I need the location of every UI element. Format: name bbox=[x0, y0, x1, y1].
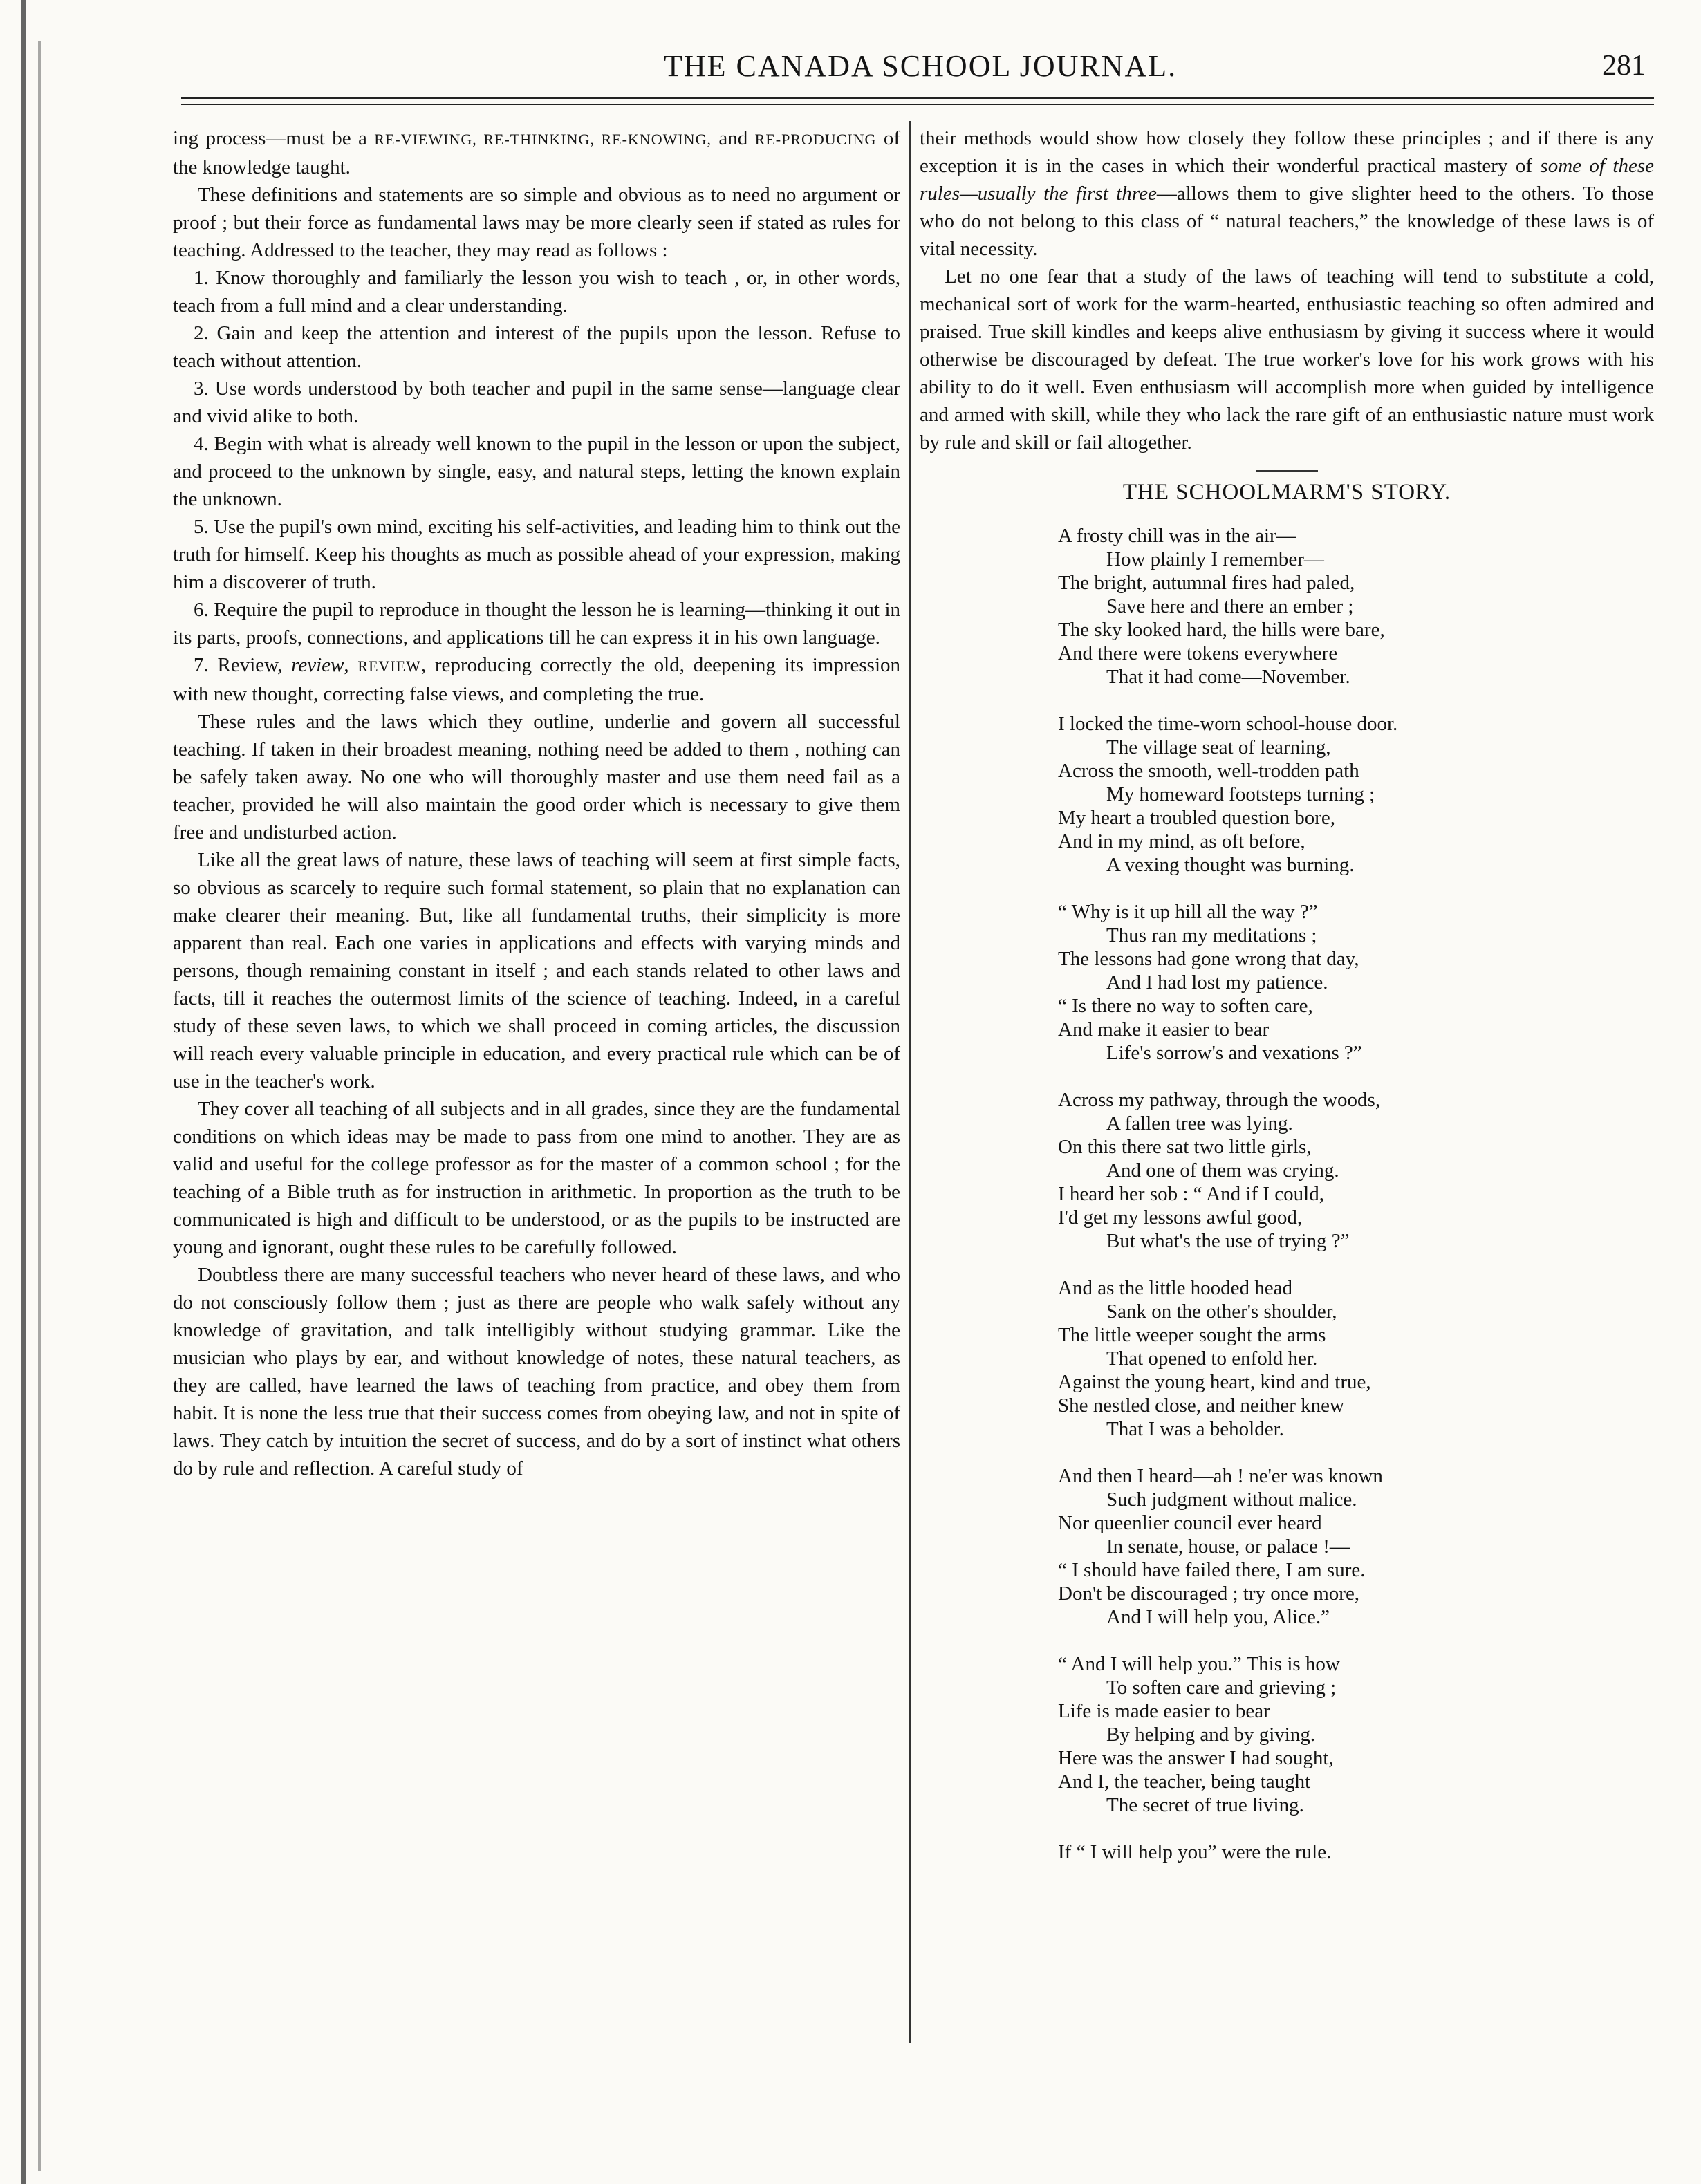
text-run: —allows them to give slighter heed to the others. To those who do not belong to this class of “ natural teachers,” the knowledge of these laws is of vital necessity. bbox=[920, 183, 1654, 260]
poem-line: The secret of true living. bbox=[1106, 1794, 1304, 1816]
poem-line: The bright, autumnal fires had paled, bbox=[1058, 572, 1355, 594]
poem-line: In senate, house, or palace !— bbox=[1106, 1536, 1350, 1558]
column-divider bbox=[909, 121, 911, 2043]
poem-line: I'd get my lessons awful good, bbox=[1058, 1206, 1303, 1229]
poem-line: My heart a troubled question bore, bbox=[1058, 807, 1336, 829]
poem-line: Such judgment without malice. bbox=[1106, 1488, 1357, 1511]
section-rule bbox=[1256, 470, 1318, 472]
poem-line: Save here and there an ember ; bbox=[1106, 595, 1354, 617]
poem-stanza bbox=[1058, 1088, 1654, 1253]
small-caps-run: REVIEW bbox=[357, 657, 421, 675]
page-binding-edge bbox=[21, 0, 26, 2184]
poem-line: That it had come—November. bbox=[1106, 666, 1350, 688]
text-run: their methods would show how closely they follow these principles ; and if there is any exception it is in the cases in which their wonderful practical mastery of bbox=[920, 127, 1654, 177]
poem-line: That I was a beholder. bbox=[1106, 1418, 1284, 1440]
poem-line: Thus ran my meditations ; bbox=[1106, 924, 1317, 946]
poem-line: Life is made easier to bear bbox=[1058, 1700, 1270, 1722]
paragraph: Like all the great laws of nature, these laws of teaching will seem at first simple facts, so obvious as scarcely to require such formal statement, so plain that no explanation can make clearer their meaning. But, like all fundamental truths, their simplicity is more apparent than real. Each one varies in applications and effects with varying minds and persons, though remaining constant in itself ; and each stands related to other laws and facts, till it reaches the outermost limits of the science of teaching. Indeed, in a careful study of these seven laws, to which we shall proceed in coming articles, the discussion will reach every valuable principle in education, and every practical rule which can be of use in the teacher's work. bbox=[173, 849, 900, 1092]
poem-title: THE SCHOOLMARM'S STORY. bbox=[1122, 480, 1451, 505]
poem-line: My homeward footsteps turning ; bbox=[1106, 783, 1375, 805]
poem-line: A vexing thought was burning. bbox=[1106, 854, 1355, 876]
poem-line: Across the smooth, well-trodden path bbox=[1058, 760, 1359, 782]
poem-line: The lessons had gone wrong that day, bbox=[1058, 948, 1359, 970]
poem-line: Across my pathway, through the woods, bbox=[1058, 1089, 1381, 1111]
poem-line: Life's sorrow's and vexations ?” bbox=[1106, 1042, 1362, 1064]
poem-stanza bbox=[1058, 1464, 1654, 1629]
left-column bbox=[173, 124, 900, 1482]
rule-item-2: 2. Gain and keep the attention and interest of the pupils upon the lesson. Refuse to teach without attention. bbox=[173, 322, 900, 372]
poem-line: That opened to enfold her. bbox=[1106, 1347, 1318, 1370]
poem-line: The little weeper sought the arms bbox=[1058, 1324, 1326, 1346]
poem-stanza bbox=[1058, 1840, 1654, 1864]
header-rule-double bbox=[181, 104, 1654, 105]
poem-stanza bbox=[1058, 900, 1654, 1065]
rule-item-5: 5. Use the pupil's own mind, exciting his self-activities, and leading him to think out the truth for himself. Keep his thoughts as much as possible ahead of your expression, making him a discoverer of truth. bbox=[173, 516, 900, 593]
poem-stanza bbox=[1058, 524, 1654, 689]
poem-line: On this there sat two little girls, bbox=[1058, 1136, 1312, 1158]
poem-line: To soften care and grieving ; bbox=[1106, 1677, 1337, 1699]
rule-item-4: 4. Begin with what is already well known to the pupil in the lesson or upon the subject, and proceed to the unknown by single, easy, and natural steps, letting the known explain the unknown. bbox=[173, 433, 900, 510]
poem-line: Sank on the other's shoulder, bbox=[1106, 1300, 1337, 1323]
poem bbox=[1058, 524, 1654, 1864]
poem-stanza bbox=[1058, 1652, 1654, 1817]
poem-line: The village seat of learning, bbox=[1106, 736, 1331, 758]
rule-item-7 bbox=[173, 651, 900, 708]
poem-line: If “ I will help you” were the rule. bbox=[1058, 1841, 1332, 1863]
poem-line: Nor queenlier council ever heard bbox=[1058, 1512, 1322, 1534]
journal-title: THE CANADA SCHOOL JOURNAL. bbox=[664, 48, 1178, 83]
poem-line: The sky looked hard, the hills were bare, bbox=[1058, 619, 1385, 641]
poem-line: A fallen tree was lying. bbox=[1106, 1112, 1293, 1135]
paragraph-continued bbox=[920, 124, 1654, 263]
text-run: 7. Review, bbox=[194, 654, 292, 676]
italic-run: some of these rules—usually the first three bbox=[920, 155, 1654, 205]
poem-line: I heard her sob : “ And if I could, bbox=[1058, 1183, 1324, 1205]
text-run: of the knowledge taught. bbox=[173, 127, 900, 178]
poem-line: She nestled close, and neither knew bbox=[1058, 1394, 1344, 1417]
rule-item-6: 6. Require the pupil to reproduce in thought the lesson he is learning—thinking it out in its parts, proofs, connections, and applications till he can express it in his own language. bbox=[173, 599, 900, 648]
poem-line: Against the young heart, kind and true, bbox=[1058, 1371, 1371, 1393]
paragraph: They cover all teaching of all subjects and in all grades, since they are the fundamental conditions on which ideas may be made to pass from one mind to another. They are as valid and useful for the college professor as for the master of a common school ; for the teaching of a Bible truth as for instruction in arithmetic. In proportion as the truth to be communicated is high and difficult to be understood, or as the pupils to be instructed are young and ignorant, ought these rules to be carefully followed. bbox=[173, 1098, 900, 1258]
paragraph: Let no one fear that a study of the laws of teaching will tend to substitute a cold, mechanical sort of work for the warm-hearted, enthusiastic teaching so often admired and praised. True skill kindles and keeps alive enthusiasm by giving it success where it would otherwise be discouraged by defeat. The true worker's love for his work grows with his ability to do it well. Even enthusiasm will accomplish more when guided by intelligence and armed with skill, while they who lack the rare gift of an enthusiastic nature must work by rule and skill or fail altogether. bbox=[920, 265, 1654, 454]
small-caps-run: RE-VIEWING, RE-THINKING, RE-KNOWING, bbox=[374, 131, 712, 148]
poem-line: By helping and by giving. bbox=[1106, 1724, 1316, 1746]
poem-line: “ I should have failed there, I am sure. bbox=[1058, 1559, 1366, 1581]
poem-line: “ And I will help you.” This is how bbox=[1058, 1653, 1340, 1675]
poem-line: And I, the teacher, being taught bbox=[1058, 1771, 1311, 1793]
paragraph-continued bbox=[173, 124, 900, 181]
poem-line: Don't be discouraged ; try once more, bbox=[1058, 1583, 1360, 1605]
poem-line: And make it easier to bear bbox=[1058, 1018, 1270, 1040]
poem-line: And then I heard—ah ! ne'er was known bbox=[1058, 1465, 1383, 1487]
rule-item-3: 3. Use words understood by both teacher and pupil in the same sense—language clear and vivid alike to both. bbox=[173, 377, 900, 427]
paragraph: These definitions and statements are so simple and obvious as to need no argument or proof ; but their force as fundamental laws may be more clearly seen if stated as rules for teaching. Addressed to the teacher, they may read as follows : bbox=[173, 184, 900, 261]
poem-line: And in my mind, as oft before, bbox=[1058, 830, 1305, 852]
text-run: , reproducing correctly the old, deepening its impression with new thought, correcting false views, and completing the true. bbox=[173, 654, 901, 705]
poem-line: And I had lost my patience. bbox=[1106, 971, 1328, 993]
rule-item-1: 1. Know thoroughly and familiarly the lesson you wish to teach , or, in other words, teach from a full mind and a clear understanding. bbox=[173, 267, 900, 317]
text-run: and bbox=[711, 127, 755, 149]
poem-line: And I will help you, Alice.” bbox=[1106, 1606, 1330, 1628]
poem-line: And one of them was crying. bbox=[1106, 1159, 1339, 1182]
poem-line: And as the little hooded head bbox=[1058, 1277, 1293, 1299]
poem-line: Here was the answer I had sought, bbox=[1058, 1747, 1334, 1769]
small-caps-run: RE-PRODUCING bbox=[754, 131, 877, 148]
text-run: , bbox=[344, 654, 358, 676]
header-rule bbox=[181, 97, 1654, 99]
page-header bbox=[173, 41, 1653, 90]
poem-line: How plainly I remember— bbox=[1106, 548, 1324, 570]
poem-line: And there were tokens everywhere bbox=[1058, 642, 1338, 664]
poem-line: But what's the use of trying ?” bbox=[1106, 1230, 1350, 1252]
poem-line: A frosty chill was in the air— bbox=[1058, 525, 1296, 547]
page-number: 281 bbox=[1602, 50, 1646, 82]
right-column bbox=[920, 124, 1654, 1864]
paragraph: These rules and the laws which they outline, underlie and govern all successful teaching. If taken in their broadest meaning, nothing need be added to them , nothing can be safely taken away. No one who will thoroughly master and use them need fail as a teacher, provided he will also maintain the good order which is necessary to give them free and undisturbed action. bbox=[173, 711, 900, 843]
poem-line: I locked the time-worn school-house door. bbox=[1058, 713, 1398, 735]
page-binding-shadow bbox=[38, 41, 41, 2171]
paragraph: Doubtless there are many successful teachers who never heard of these laws, and who do not consciously follow them ; just as there are people who walk safely without any knowledge of gravitation, and talk intelligibly without studying grammar. Like the musician who plays by ear, and without knowledge of notes, these natural teachers, as they are called, have learned the laws of teaching from practice, and obey them from habit. It is none the less true that their success comes from obeying law, and not in spite of laws. They catch by intuition the secret of success, and do by a sort of instinct what others do by rule and reflection. A careful study of bbox=[173, 1264, 900, 1480]
text-run: ing process—must be a bbox=[173, 127, 375, 149]
poem-line: “ Why is it up hill all the way ?” bbox=[1058, 901, 1318, 923]
poem-stanza bbox=[1058, 1276, 1654, 1441]
italic-run: review bbox=[291, 654, 344, 676]
poem-stanza bbox=[1058, 712, 1654, 877]
poem-line: “ Is there no way to soften care, bbox=[1058, 995, 1313, 1017]
